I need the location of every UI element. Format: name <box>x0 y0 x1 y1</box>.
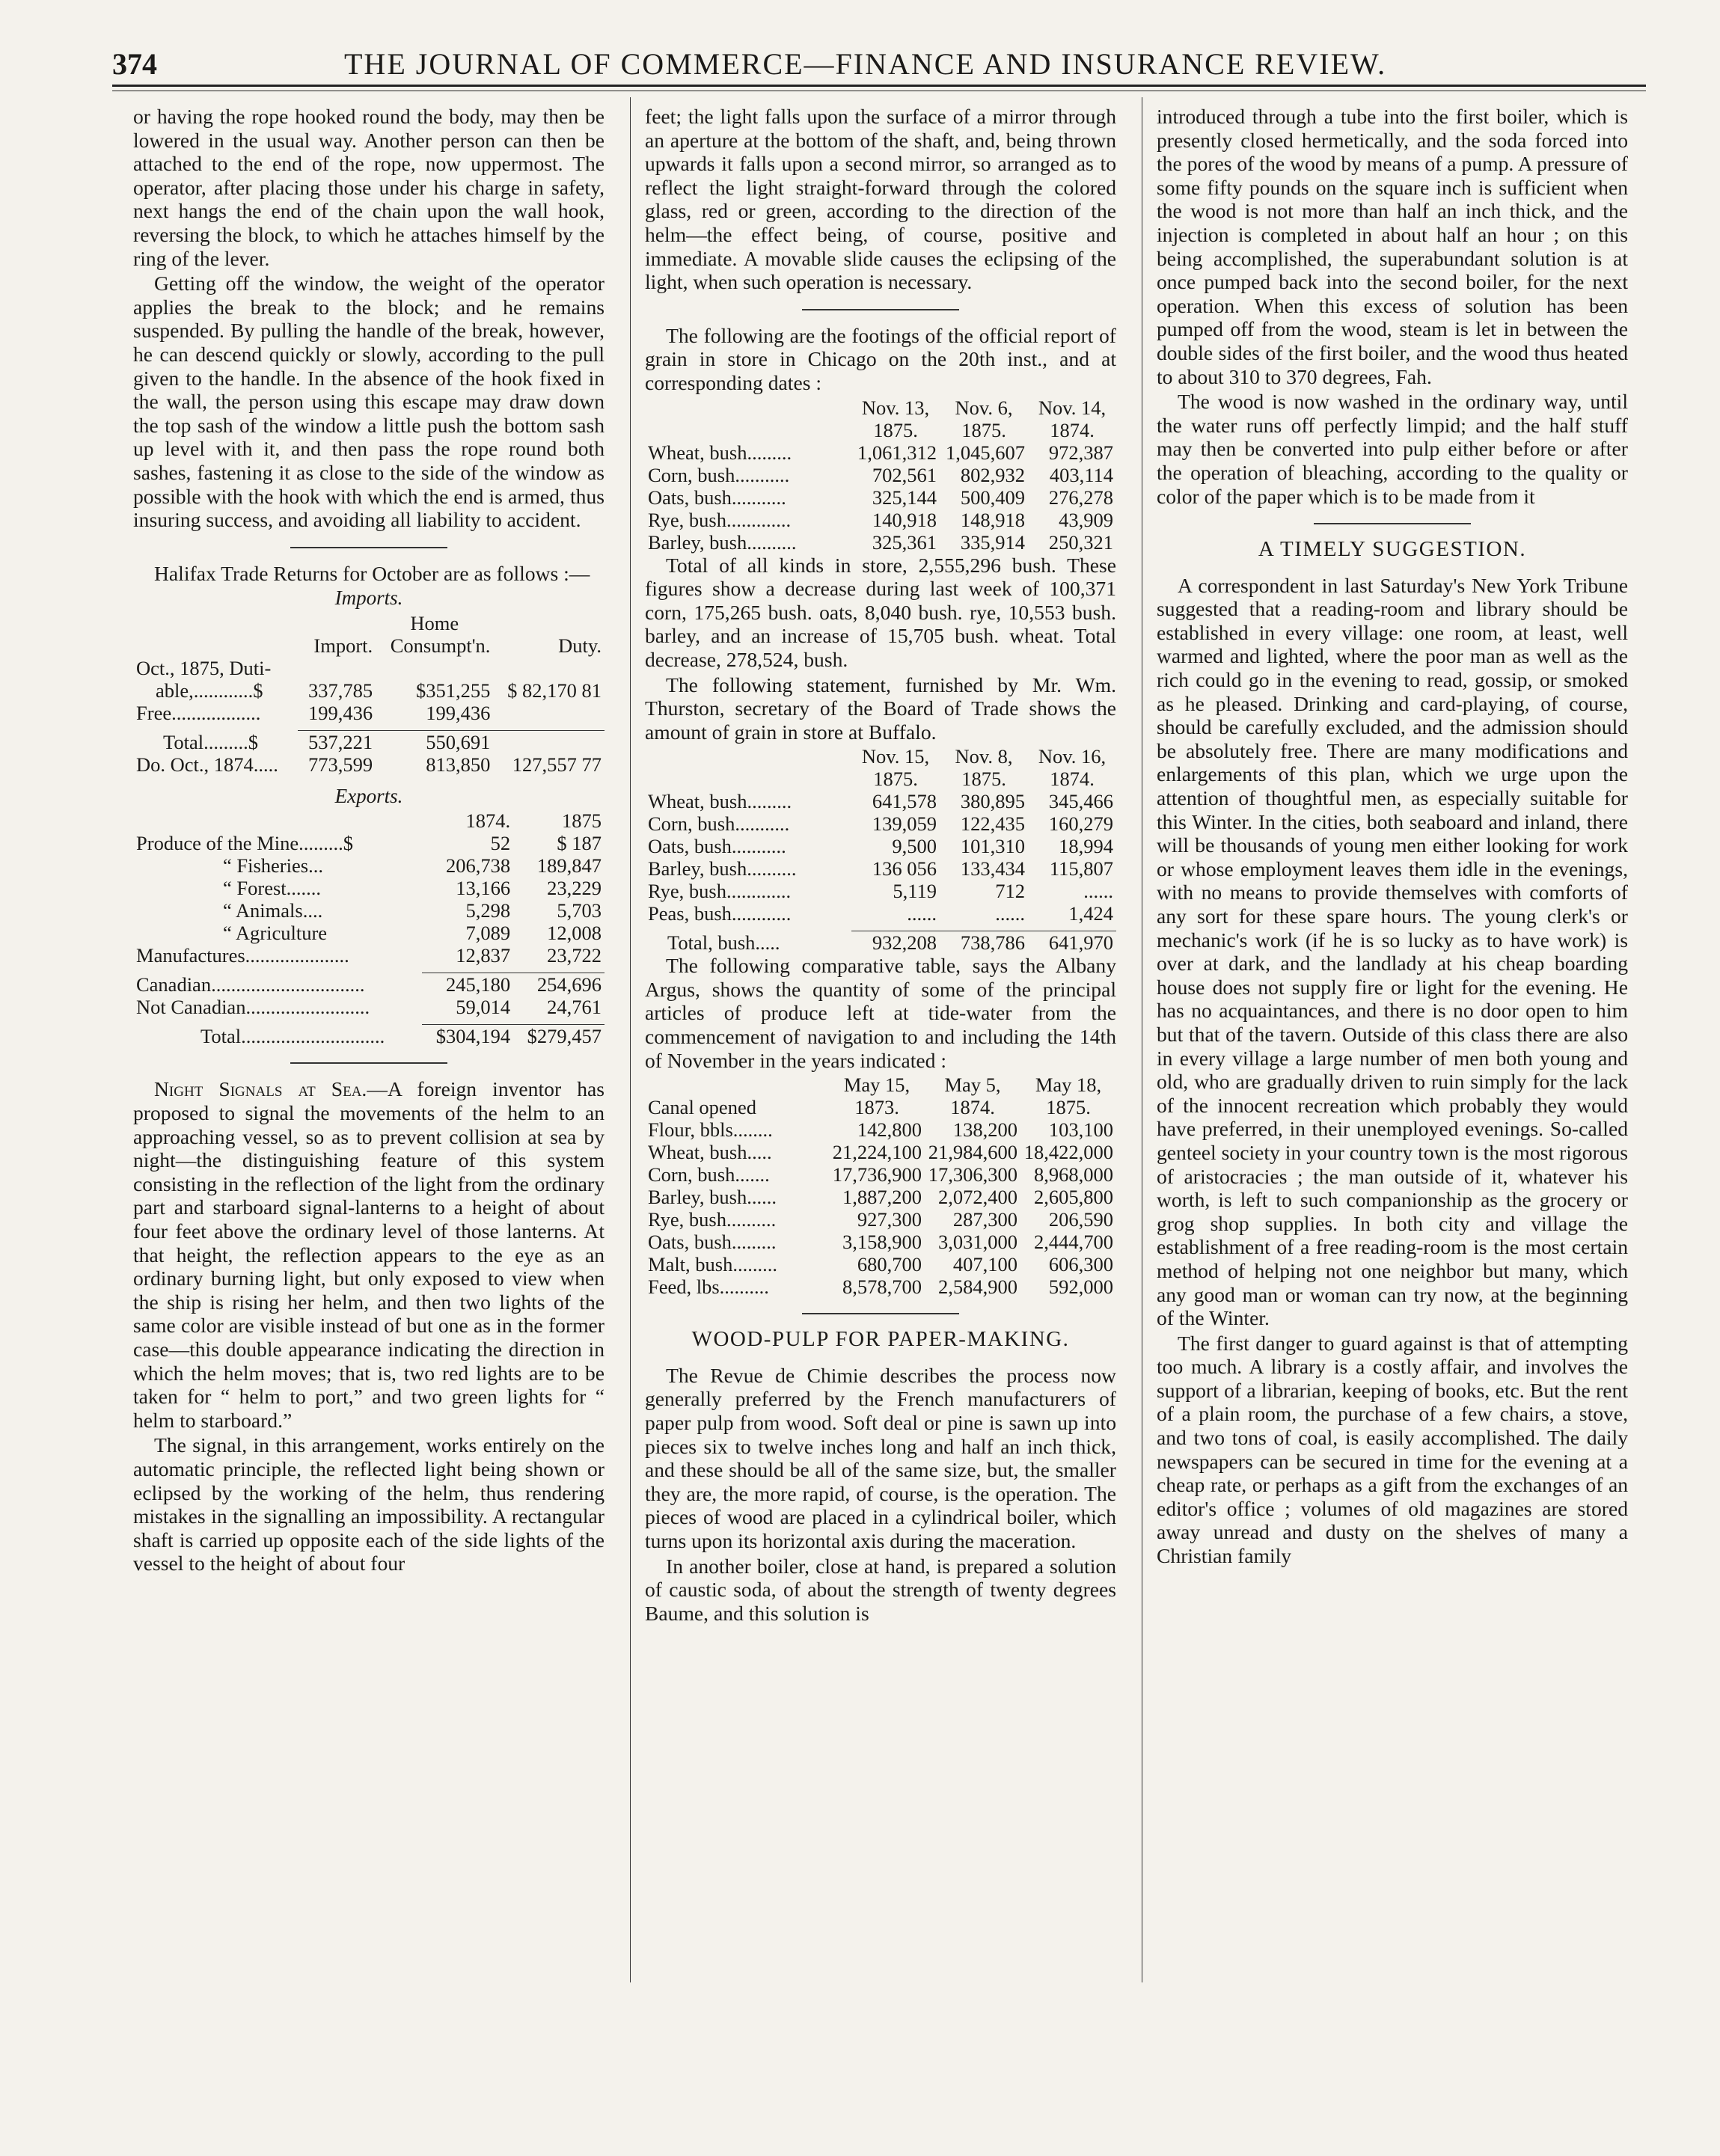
column-divider <box>630 97 631 1982</box>
exports-title: Exports. <box>334 784 403 807</box>
exports-table <box>133 809 605 1047</box>
table-row: Flour, bbls........ 142,800 138,200 103,100 <box>648 1118 1113 1142</box>
table-row: Oats, bush........... 9,500 101,310 18,994 <box>648 835 1113 858</box>
night-signals-title: Night Signals at Sea. <box>154 1077 367 1101</box>
table-row: Not Canadian......................... 59,014 24,761 <box>136 996 602 1019</box>
section-rule <box>290 1062 447 1064</box>
table-row: Oats, bush........... 325,144 500,409 276,278 <box>648 486 1113 509</box>
table-row: Rye, bush............. 5,119 712 ...... <box>648 880 1113 903</box>
col-header: Import. <box>313 634 373 657</box>
table-row: Barley, bush.......... 325,361 335,914 250,321 <box>648 530 1113 554</box>
chicago-intro: The following are the footings of the official report of grain in store in Chicago on the 20th inst., and at corresponding dates : <box>645 323 1116 394</box>
timely-suggestion-heading: A TIMELY SUGGESTION. <box>1258 537 1527 562</box>
paragraph: A correspondent in last Saturday's New York Tribune suggested that a reading-room and library should be established in every village: one room, at least, well warmed and lighted, where the poor man as well as the rich could go in the evening to read, gossip, or smoked as he pleased. Drinking and card-playing, of course, should be carefully excluded, and the admission should be absolutely free. There are many modifications and enlargements of this plan, which we urge upon the attention of thoughtful men, as especially suitable for this Winter. In the cities, both seaboard and inland, there will be thousands of young men either looking for work or whose employment leaves them idle in the evenings, with no means to provide themselves with comforts of any sort for these spare hours. The young clerk's or mechanic's work (if he is so lucky as to have work) is over at dark, and the landlady at his cheap boarding house does not supply fire or light for the evening. He has no acquaintances, and there is no door open to him but that of the tavern. Outside of this class there are also in every village a large number of men both young and old, who are gradually driven to ruin simply for the lack of the innocent recreation which probably they would have preferred, in their unemployed evenings. So-called genteel society in your country town is the most rigorous of aristocracies ; the man outside of it, whatever his worth, is left to such companionship as the grocery or grog shop supplies. In both city and village the establishment of a free reading-room is the most certain method of helping not one neighbor but many, which any good man or woman can try now, at the beginning of the Winter. <box>1157 573 1628 1330</box>
table-row: “ Forest....... 13,166 23,229 <box>223 877 602 900</box>
page-header <box>112 43 1646 85</box>
table-row: “ Fisheries... 206,738 189,847 <box>223 854 602 878</box>
col-header: 1874. <box>465 809 511 833</box>
column-1 <box>133 105 605 1577</box>
section-rule <box>802 1313 959 1314</box>
table-row: Feed, lbs.......... 8,578,700 2,584,900 592,000 <box>648 1275 1113 1299</box>
paragraph: or having the rope hooked round the body, may then be lowered in the usual way. Another person can then be attached to the end of the rope, now uppermost. The operator, after placing those under his charge in safety, next hangs the end of the chain upon the wall hook, reversing the block, to which he attaches himself by the ring of the lever. <box>133 105 605 270</box>
section-rule <box>802 309 959 310</box>
table-row: able,............$ 337,785 $351,255 $ 82,170 81 <box>156 679 602 702</box>
table-row: Total............................. $304,194 $279,457 <box>201 1025 602 1048</box>
paragraph: The signal, in this arrangement, works entirely on the automatic principle, the reflected light being shown or eclipsed by the working of the helm, thus rendering mistakes in the signalling an impossibility. A rectangular shaft is carried up opposite each of the side lights of the vessel to the height of about four <box>133 1433 605 1575</box>
table-row: Barley, bush.......... 136 056 133,434 115,807 <box>648 857 1113 881</box>
table-row: Wheat, bush......... 1,061,312 1,045,607 972,387 <box>648 441 1113 464</box>
column-3 <box>1157 105 1628 1569</box>
col-header: Consumpt'n. <box>390 634 491 657</box>
table-row: Oct., 1875, Duti- <box>136 656 272 679</box>
table-row: Produce of the Mine.........$ 52 $ 187 <box>136 832 602 855</box>
table-row: Corn, bush....... 17,736,900 17,306,300 8,968,000 <box>648 1163 1113 1186</box>
section-rule <box>1314 523 1471 524</box>
albany-table: Canal opened May 15, 1873. May 5, 1874. May 18, 1875. Flour, bbls........ 142,800 138,200 103,100 Wheat, bush..... 21,224,100 21,984,600 18,422,000 Corn, bush....... 17,736,900 17,306,300 8,968,000 Barley, bush...... 1,887,200 2,072,400 2,605,800 Rye, bush.......... 927,300 287,300 206,590 Oats, bush......... 3,158,900 3,031,000 2,444,700 Malt, bush......... 680,700 407,100 606,300 Feed, lbs.......... 8,578,700 2,584,900 592,000 <box>645 1074 1116 1298</box>
albany-intro: The following comparative table, says the Albany Argus, shows the quantity of some of the principal articles of produce left at tide-water from the commencement of navigation to and including the 14th of November in the years indicated : <box>645 954 1116 1072</box>
table-row: Wheat, bush..... 21,224,100 21,984,600 18,422,000 <box>648 1141 1113 1164</box>
wood-pulp-heading: WOOD-PULP FOR PAPER-MAKING. <box>691 1327 1070 1352</box>
col-header: Duty. <box>558 634 602 657</box>
header-rule <box>112 85 1646 87</box>
imports-title: Imports. <box>334 587 403 610</box>
table-row: Canadian............................... 245,180 254,696 <box>136 973 602 996</box>
paragraph: Total of all kinds in store, 2,555,296 bush. These figures show a decrease during last week of 100,371 corn, 175,265 bush. oats, 8,040 bush. rye, 10,553 bush. barley, and an increase of 15,705 bush. wheat. Total decrease, 278,524, bush. <box>645 553 1116 671</box>
running-title: THE JOURNAL OF COMMERCE—FINANCE AND INSURANCE REVIEW. <box>344 47 1387 81</box>
section-rule <box>290 547 447 548</box>
table-row: Total, bush..... 932,208 738,786 641,970 <box>667 931 1113 955</box>
paragraph: The Revue de Chimie describes the process now generally preferred by the French manufacturers of paper pulp from wood. Soft deal or pine is sawn up into pieces six to twelve inches long and half an inch thick, and these should be all of the same size, but, the smaller they are, the more rapid, of course, is the operation. The pieces of wood are placed in a cylindrical boiler, which turns upon its horizontal axis during the maceration. <box>645 1363 1116 1552</box>
column-2 <box>645 105 1116 1626</box>
table-row: Free.................. 199,436 199,436 <box>136 701 491 724</box>
table-row: Corn, bush........... 702,561 802,932 403,114 <box>648 463 1113 486</box>
table-row: Oats, bush......... 3,158,900 3,031,000 2,444,700 <box>648 1231 1113 1254</box>
halifax-intro: Halifax Trade Returns for October are as follows :— <box>154 561 590 585</box>
table-row: Manufactures..................... 12,837 23,722 <box>136 944 602 967</box>
paragraph: The first danger to guard against is that of attempting too much. A library is a costly affair, and involves the support of a librarian, keeping of books, etc. But the rent of a plain room, the purchase of a few chairs, a stove, and two tons of coal, is easily accomplished. The daily newspapers can be secured in time for the evening at a cheap rate, or perhaps as a gift from the exchanges of an editor's office ; volumes of old magazines are stored away unread and dusty on the shelves of many a Christian family <box>1157 1331 1628 1568</box>
paragraph: Night Signals at Sea.—A foreign inventor has proposed to signal the movements of the helm to an approaching vessel, so as to prevent collision at sea by night—the distinguishing feature of this system consisting in the reflection of the light from the ordinary part and starboard signal-lanterns to a height of about four feet above the ordinary level of those lanterns. At that height, the reflection appears to the eye as an ordinary burning light, but only exposed to view when the ship is rising her helm, and then two lights of the same color are visible instead of but one as in the former case—this double appearance indicating the direction in which the helm moves; that is, two red lights are to be taken for “ helm to port,” and two green lights for “ helm to starboard.” <box>133 1077 605 1432</box>
paragraph: In another boiler, close at hand, is prepared a solution of caustic soda, of about the strength of twenty degrees Baume, and this solution is <box>645 1554 1116 1625</box>
table-row: Do. Oct., 1874..... 773,599 813,850 127,557 77 <box>136 753 602 776</box>
table-row: Malt, bush......... 680,700 407,100 606,300 <box>648 1253 1113 1276</box>
table-row: Total.........$ 537,221 550,691 <box>163 730 491 753</box>
table-row: Corn, bush........... 139,059 122,435 160,279 <box>648 812 1113 836</box>
paragraph: introduced through a tube into the first boiler, which is presently closed hermetically, and the soda forced into the pores of the wood by means of a pump. A pressure of some fifty pounds on the square inch is sufficient when the wood is not more than half an inch thick, and the injection is completed in about half an hour ; on this being accomplished, the superabundant solution is at once pumped back into the second boiler, for the next operation. When this excess of solution has been pumped off from the wood, steam is let in between the double sides of the first boiler, and the wood thus heated to about 310 to 370 degrees, Fah. <box>1157 105 1628 388</box>
imports-table <box>133 612 605 776</box>
buffalo-table: Nov. 15, 1875. Nov. 8, 1875. Nov. 16, 1874. Wheat, bush......... 641,578 380,895 345,466 Corn, bush........... 139,059 122,435 160,279 Oats, bush........... 9,500 101,310 18,994 Barley, bush.......... 136 056 133,434 115,807 Rye, bush............. 5,119 712 ...... Peas, bush............ ...... ...... 1,424 Total, bush..... 932,208 738,786 641,970 <box>645 745 1116 954</box>
paragraph: Getting off the window, the weight of the operator applies the break to the block; and he remains suspended. By pulling the handle of the break, however, he can descend quickly or slowly, according to the pull given to the handle. In the absence of the hook fixed in the wall, the person using this escape may draw down the top sash of the window a little push the bottom sash up level with it, and then pass the rope round both sashes, fastening it as close to the side of the window as possible with the hook with which the end is armed, thus insuring success, and avoiding all liability to accident. <box>133 272 605 532</box>
table-row: “ Agriculture 7,089 12,008 <box>223 922 602 945</box>
col-header: 1875 <box>562 809 602 833</box>
table-row: Rye, bush............. 140,918 148,918 43,909 <box>648 508 1113 531</box>
table-row: Barley, bush...... 1,887,200 2,072,400 2,605,800 <box>648 1186 1113 1209</box>
page-number: 374 <box>112 47 157 81</box>
table-row: “ Animals.... 5,298 5,703 <box>223 899 602 922</box>
table-row: Wheat, bush......... 641,578 380,895 345,466 <box>648 790 1113 813</box>
paragraph: feet; the light falls upon the surface of a mirror through an aperture at the bottom of the shaft, and, being thrown upwards it falls upon a second mirror, so arranged as to reflect the light straight-forward through the colored glass, red or green, according to the direction of the helm—the effect being, of course, positive and immediate. A movable slide causes the eclipsing of the light, when such operation is necessary. <box>645 105 1116 294</box>
buffalo-intro: The following statement, furnished by Mr. Wm. Thurston, secretary of the Board of Trade shows the amount of grain in store at Buffalo. <box>645 673 1116 744</box>
table-row: Peas, bush............ ...... ...... 1,424 <box>648 902 1113 925</box>
col-header: Home <box>410 611 459 634</box>
paragraph: The wood is now washed in the ordinary way, until the water runs off perfectly limpid; and the half stuff may then be converted into pulp either before or after the operation of bleaching, according to the quality or color of the paper which is to be made from it <box>1157 390 1628 508</box>
chicago-table: Nov. 13, 1875. Nov. 6, 1875. Nov. 14, 1874. Wheat, bush......... 1,061,312 1,045,607 972,387 Corn, bush........... 702,561 802,932 403,114 Oats, bush........... 325,144 500,409 276,278 Rye, bush............. 140,918 148,918 43,909 Barley, bush.......... 325,361 335,914 250,321 <box>645 396 1116 554</box>
table-row: Rye, bush.......... 927,300 287,300 206,590 <box>648 1208 1113 1231</box>
